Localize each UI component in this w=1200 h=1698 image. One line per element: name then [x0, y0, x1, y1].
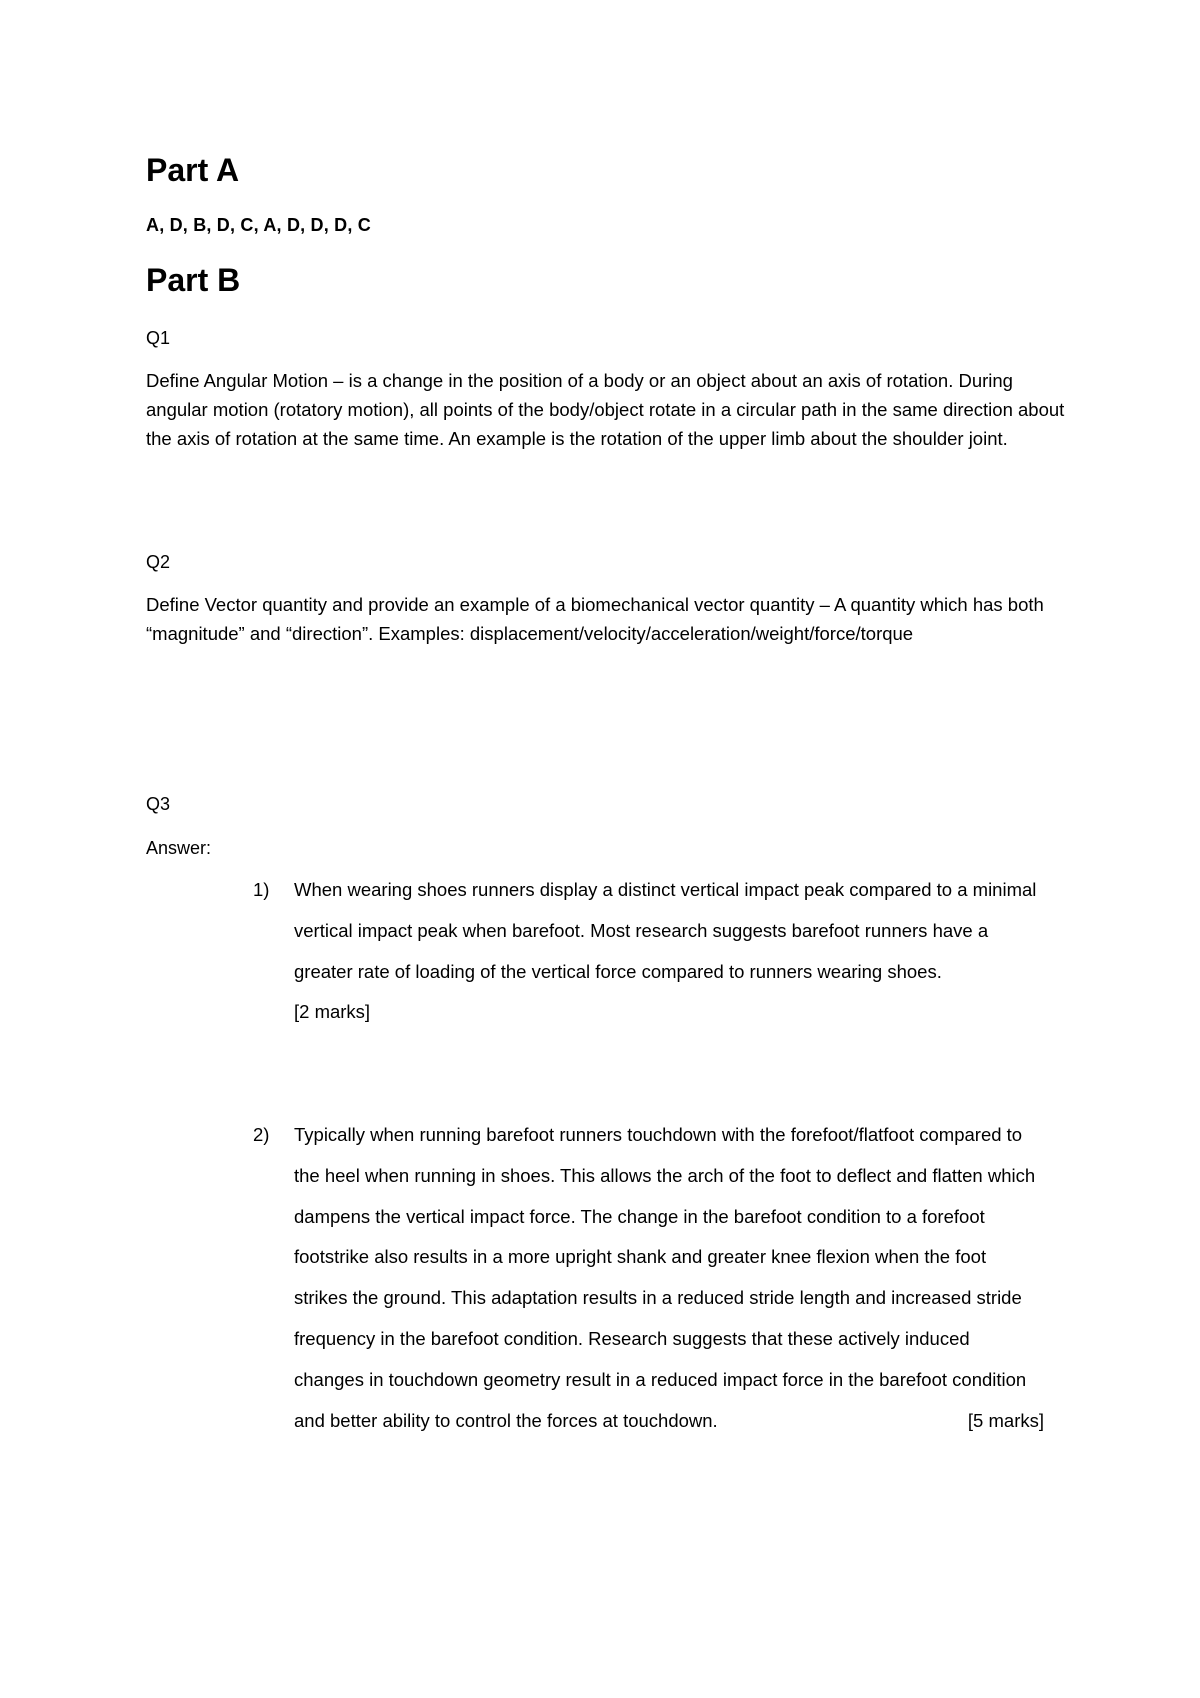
q3-answer-label: Answer:: [146, 838, 212, 858]
q3-label: Q3: [146, 794, 171, 814]
part-a-answers: A, D, B, D, C, A, D, D, D, C: [146, 215, 371, 235]
q3-item-2-number: 2): [253, 1124, 270, 1145]
q2-text: Define Vector quantity and provide an example of a biomechanical vector quantity – A quantity which has both “magnitude” and “direction”. Examples: displacement/velocity/acceleration/weight/force/torque: [146, 594, 1044, 644]
q3-item-1-text: When wearing shoes runners display a distinct vertical impact peak compared to a minimal vertical impact peak when barefoot. Most research suggests barefoot runners have a greater rate of loading of the vertical force compared to runners wearing shoes.: [294, 879, 1037, 982]
q3-item-2-body: [294, 1115, 1044, 1441]
q2-label: Q2: [146, 552, 171, 572]
q3-item-2-text: Typically when running barefoot runners touchdown with the forefoot/flatfoot compared to the heel when running in shoes. This allows the arch of the foot to deflect and flatten which dampens the vertical impact force. The change in the barefoot condition to a forefoot footstrike also results in a more upright shank and greater knee flexion when the foot strikes the ground. This adaptation results in a reduced stride length and increased stride frequency in the barefoot condition. Research suggests that these actively induced changes in touchdown geometry result in a reduced impact force in the barefoot condition and better ability to control the forces at touchdown.: [294, 1124, 1036, 1431]
q3-list-item-1: [146, 870, 1046, 1070]
part-a-heading: Part A: [146, 152, 240, 188]
part-b-heading: Part B: [146, 262, 241, 298]
q3-item-1-body: [294, 870, 1044, 1033]
q1-label: Q1: [146, 328, 171, 348]
q3-list-item-2: [146, 1115, 1046, 1535]
q3-item-1-number: 1): [253, 879, 270, 900]
q1-text: Define Angular Motion – is a change in the position of a body or an object about an axis of rotation. During angular motion (rotatory motion), all points of the body/object rotate in a circular path in the same direction about the axis of rotation at the same time. An example is the rotation of the upper limb about the shoulder joint.: [146, 370, 1065, 449]
q3-item-2-marks: [5 marks]: [967, 1409, 1044, 1431]
q3-item-1-marks: [2 marks]: [294, 1001, 371, 1023]
